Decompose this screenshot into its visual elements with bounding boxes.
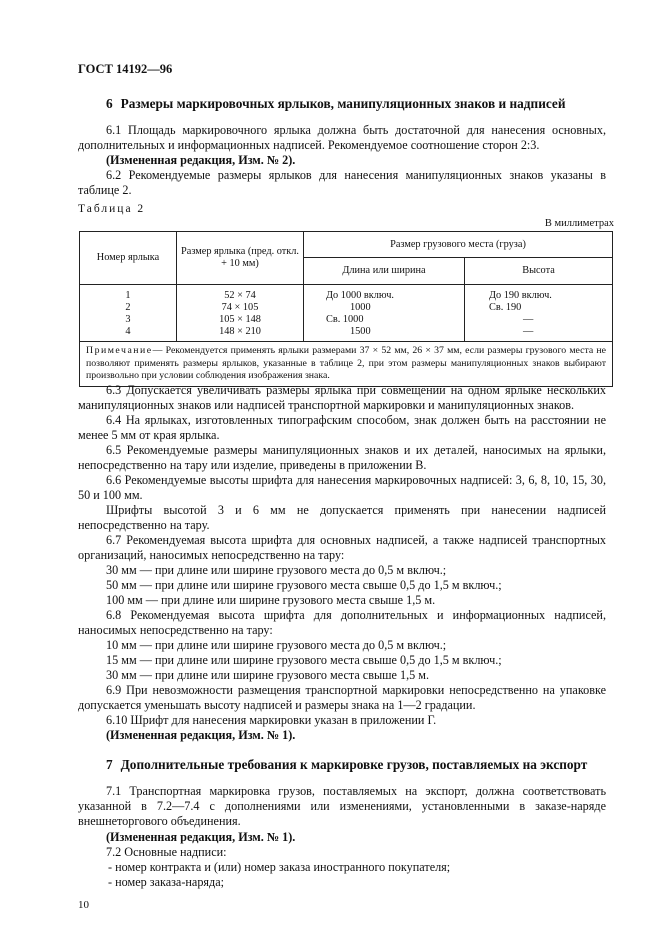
column-length (304, 285, 465, 342)
cell-height: — (523, 314, 534, 325)
page-number: 10 (78, 899, 89, 911)
paragraph-6-1: 6.1 Площадь маркировочного ярлыка должна быть достаточной для нанесения основных, дополнительных и информационных надписей. Рекомендуемое соотношение сторон 2:3. (78, 123, 606, 152)
cell-label-size: 74 × 105 (221, 302, 259, 313)
header-height: Высота (465, 258, 613, 285)
table-caption: Таблица 2 (78, 203, 146, 215)
list-item-6-7: 50 мм — при длине или ширине грузового места свыше 0,5 до 1,5 м включ.; (106, 578, 502, 592)
cell-height: Св. 190 (489, 302, 522, 313)
cell-length: До 1000 включ. (326, 290, 394, 301)
section-6-number: 6 (106, 96, 113, 111)
revision-note-6-10: (Измененная редакция, Изм. № 1). (106, 728, 296, 742)
paragraph-6-2: 6.2 Рекомендуемые размеры ярлыков для нанесения манипуляционных знаков указаны в таблице 2. (78, 168, 606, 197)
cell-height: — (523, 326, 534, 337)
paragraph-6-6-fonts: Шрифты высотой 3 и 6 мм не допускается применять при нанесении надписей непосредственно на тару. (78, 503, 606, 532)
paragraph-6-10: 6.10 Шрифт для нанесения маркировки указан в приложении Г. (106, 713, 437, 727)
cell-length: 1000 (350, 302, 371, 313)
table-units: В миллиметрах (544, 218, 614, 229)
column-label-size (177, 285, 304, 342)
cell-label-number: 1 (125, 290, 131, 301)
section-7-title: Дополнительные требования к маркировке грузов, поставляемых на экспорт (120, 757, 588, 772)
header-label-size: Размер ярлыка (пред. откл. + 10 мм) (177, 232, 304, 285)
paragraph-7-2: 7.2 Основные надписи: (106, 845, 227, 859)
list-item-7-2: - номер заказа-наряда; (108, 875, 225, 889)
list-item-6-7: 30 мм — при длине или ширине грузового места до 0,5 м включ.; (106, 563, 447, 577)
list-item-6-8: 15 мм — при длине или ширине грузового места свыше 0,5 до 1,5 м включ.; (106, 653, 502, 667)
column-height (465, 285, 613, 342)
cell-label-size: 52 × 74 (224, 290, 256, 301)
table-note-text: — Рекомендуется применять ярлыки размерами 37 × 52 мм, 26 × 37 мм, если размеры грузового места не позволяют применять размеры ярлыков, указанные в таблице 2, при этом размеры манипуляционных знаков выбирают произвольно при условии соблюдения изображения знака. (86, 345, 606, 381)
cell-label-number: 3 (125, 314, 131, 325)
header-length: Длина или ширина (304, 258, 465, 285)
cell-label-number: 2 (125, 302, 131, 313)
paragraph-6-3: 6.3 Допускается увеличивать размеры ярлыка при совмещении на одном ярлыке нескольких манипуляционных знаков или надписей транспортной маркировки и манипуляционных знаков. (78, 383, 606, 412)
cell-height: До 190 включ. (489, 290, 552, 301)
cell-label-size: 105 × 148 (219, 314, 261, 325)
list-item-7-2: - номер контракта и (или) номер заказа иностранного покупателя; (108, 860, 451, 874)
cell-label-number: 4 (125, 326, 131, 337)
paragraph-7-1: 7.1 Транспортная маркировка грузов, поставляемых на экспорт, должна соответствовать указанной в 7.2—7.4 с дополнениями или изменениями, установленными в заказе-наряде внешнеторгового объединения. (78, 784, 606, 828)
section-6-heading (106, 96, 565, 111)
paragraph-6-7: 6.7 Рекомендуемая высота шрифта для основных надписей, а также надписей транспортных организаций, наносимых непосредственно на тару: (78, 533, 606, 562)
column-label-number (80, 285, 177, 342)
document-header: ГОСТ 14192—96 (78, 62, 173, 76)
list-item-6-8: 30 мм — при длине или ширине грузового места свыше 1,5 м. (106, 668, 430, 682)
list-item-6-8: 10 мм — при длине или ширине грузового места до 0,5 м включ.; (106, 638, 447, 652)
section-7-number: 7 (106, 757, 113, 772)
table-note-label: Примечание (86, 345, 153, 356)
list-item-6-7: 100 мм — при длине или ширине грузового места свыше 1,5 м. (106, 593, 436, 607)
header-label-number: Номер ярлыка (80, 232, 177, 285)
cell-label-size: 148 × 210 (219, 326, 261, 337)
section-6-title: Размеры маркировочных ярлыков, манипуляционных знаков и надписей (120, 96, 566, 111)
section-7-heading (106, 757, 587, 772)
paragraph-6-9: 6.9 При невозможности размещения транспортной маркировки непосредственно на упаковке допускается уменьшать высоту надписей и размеры знака на 1—2 градации. (78, 683, 606, 712)
revision-note-6-1: (Измененная редакция, Изм. № 2). (106, 153, 296, 167)
paragraph-6-5: 6.5 Рекомендуемые размеры манипуляционных знаков и их деталей, наносимых на ярлыки, непосредственно на тару или изделие, приведены в приложении В. (78, 443, 606, 472)
paragraph-6-8: 6.8 Рекомендуемая высота шрифта для дополнительных и информационных надписей, наносимых непосредственно на тару: (78, 608, 606, 637)
cell-length: 1500 (350, 326, 371, 337)
label-sizes-table (79, 231, 613, 387)
paragraph-6-6: 6.6 Рекомендуемые высоты шрифта для нанесения маркировочных надписей: 3, 6, 8, 10, 15, 30, 50 и 100 мм. (78, 473, 606, 502)
cell-length: Св. 1000 (326, 314, 364, 325)
table-note (80, 342, 613, 387)
paragraph-6-4: 6.4 На ярлыках, изготовленных типографским способом, знак должен быть на расстоянии не менее 5 мм от края ярлыка. (78, 413, 606, 442)
revision-note-7-1: (Измененная редакция, Изм. № 1). (106, 830, 296, 844)
header-cargo-size: Размер грузового места (груза) (304, 232, 613, 258)
